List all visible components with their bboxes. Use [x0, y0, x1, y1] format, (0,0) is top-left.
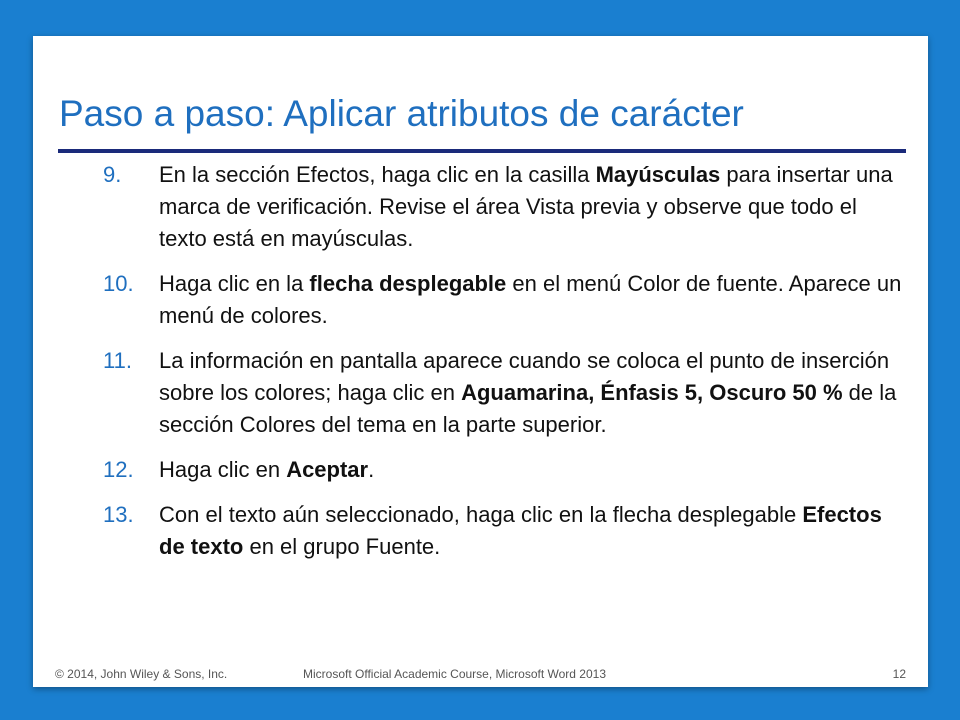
footer-course: Microsoft Official Academic Course, Microsoft Word 2013	[303, 667, 606, 681]
slide	[33, 36, 928, 687]
step-item	[103, 454, 903, 486]
step-text-part: En la sección Efectos, haga clic en la casilla	[159, 162, 596, 187]
footer-copyright: © 2014, John Wiley & Sons, Inc.	[55, 667, 228, 681]
title-rule	[58, 149, 906, 153]
step-text-bold: Mayúsculas	[595, 162, 721, 187]
step-text-part: Con el texto aún seleccionado, haga clic en la flecha desplegable	[159, 502, 803, 527]
step-text-part: Haga clic en	[159, 457, 287, 482]
step-text-bold: Aceptar	[286, 457, 369, 482]
step-number: 11.	[103, 348, 132, 373]
step-text-part: de la sección Colores del tema en la parte superior.	[159, 380, 897, 437]
step-number: 13.	[103, 502, 134, 527]
step-text-part: en el menú Color de fuente. Aparece un menú de colores.	[159, 271, 902, 328]
step-text	[159, 502, 882, 559]
step-text	[159, 271, 901, 328]
step-number: 12.	[103, 457, 134, 482]
step-number: 10.	[103, 271, 134, 296]
step-text	[159, 162, 893, 251]
step-text	[159, 457, 374, 482]
step-text	[159, 348, 896, 437]
step-item	[103, 499, 903, 563]
step-item	[103, 159, 903, 255]
step-text-part: La información en pantalla aparece cuando se coloca el punto de inserción sobre los colores; haga clic en	[159, 348, 890, 405]
step-item	[103, 345, 903, 441]
slide-footer	[55, 667, 906, 683]
step-number: 9.	[103, 162, 122, 187]
slide-title: Paso a paso: Aplicar atributos de carácter	[59, 93, 744, 134]
footer-page-number: 12	[892, 667, 906, 681]
step-text-part: .	[368, 457, 375, 482]
step-item	[103, 268, 903, 332]
steps-list	[103, 159, 903, 576]
step-text-bold: flecha desplegable	[309, 271, 507, 296]
step-text-part: Haga clic en la	[159, 271, 310, 296]
step-text-part: para insertar una marca de verificación. Revise el área Vista previa y observe que todo el texto está en mayúsculas.	[159, 162, 893, 251]
step-text-bold: Efectos de texto	[159, 502, 882, 559]
step-text-bold: Aguamarina, Énfasis 5, Oscuro 50 %	[461, 380, 843, 405]
step-text-part: en el grupo Fuente.	[243, 534, 441, 559]
